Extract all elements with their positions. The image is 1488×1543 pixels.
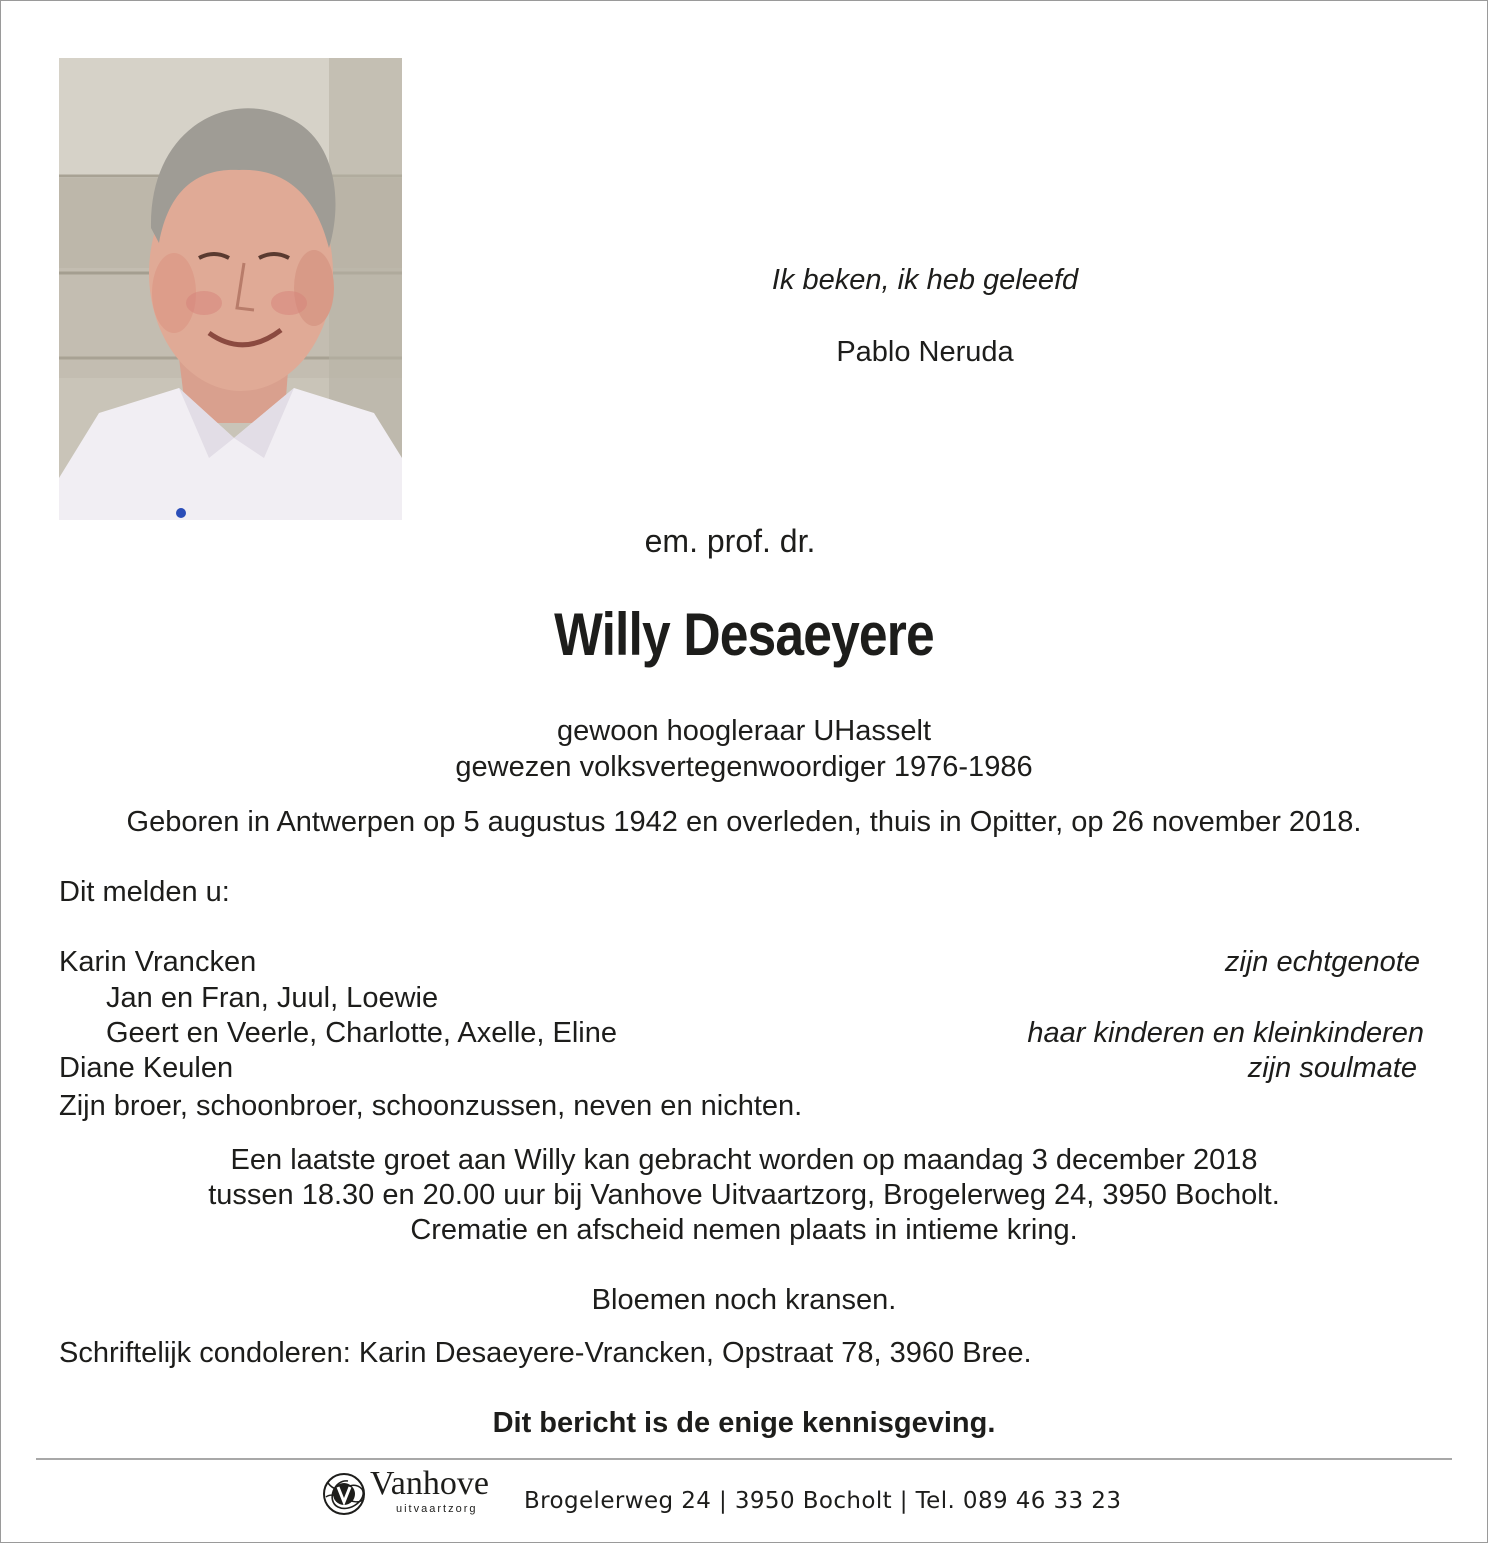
deceased-functions — [0, 713, 1488, 785]
visitation-details — [0, 1143, 1488, 1248]
mourner-name: Jan en Fran, Juul, Loewie — [106, 982, 439, 1014]
condolences-address: Schriftelijk condoleren: Karin Desaeyere-Vrancken, Opstraat 78, 3960 Bree. — [59, 1337, 1032, 1369]
epigraph-author: Pablo Neruda — [836, 336, 1014, 368]
portrait-photo — [59, 58, 402, 520]
mourner-name: Zijn broer, schoonbroer, schoonzussen, neven en nichten. — [59, 1090, 803, 1122]
mourner-name: Diane Keulen — [59, 1052, 234, 1084]
mourner-name: Geert en Veerle, Charlotte, Axelle, Eline — [106, 1017, 618, 1049]
mourner-name: Karin Vrancken — [59, 946, 257, 978]
mourner-relation: zijn echtgenote — [1224, 946, 1420, 978]
footer-divider — [36, 1458, 1452, 1460]
notice-statement: Dit bericht is de enige kennisgeving. — [492, 1407, 996, 1439]
logo-wordmark: Vanhove — [370, 1465, 489, 1502]
mourner-relation: haar kinderen en kleinkinderen — [1027, 1017, 1424, 1049]
flowers-note: Bloemen noch kransen. — [591, 1284, 897, 1316]
logo-subtitle: uitvaartzorg — [396, 1503, 478, 1515]
function-line: gewezen volksvertegenwoordiger 1976-1986 — [455, 751, 1033, 783]
epigraph-quote: Ik beken, ik heb geleefd — [771, 264, 1079, 296]
birth-death-line: Geboren in Antwerpen op 5 augustus 1942 en overleden, thuis in Opitter, op 26 november 2018. — [126, 806, 1362, 838]
deceased-name: Willy Desaeyere — [554, 601, 934, 668]
mourner-relation: zijn soulmate — [1247, 1052, 1417, 1084]
funeral-home-logo — [320, 1465, 520, 1521]
visitation-line: tussen 18.30 en 20.00 uur bij Vanhove Uitvaartzorg, Brogelerweg 24, 3950 Bocholt. — [208, 1179, 1280, 1211]
visitation-line: Een laatste groet aan Willy kan gebracht worden op maandag 3 december 2018 — [230, 1144, 1258, 1176]
vanhove-emblem-icon — [320, 1469, 372, 1519]
announcement-intro: Dit melden u: — [59, 876, 230, 908]
visitation-line: Crematie en afscheid nemen plaats in intieme kring. — [410, 1214, 1078, 1246]
funeral-home-address: Brogelerweg 24 | 3950 Bocholt | Tel. 089 46 33 23 — [524, 1488, 1122, 1514]
academic-title: em. prof. dr. — [644, 523, 816, 559]
function-line: gewoon hoogleraar UHasselt — [557, 715, 931, 747]
portrait-image — [59, 58, 402, 520]
